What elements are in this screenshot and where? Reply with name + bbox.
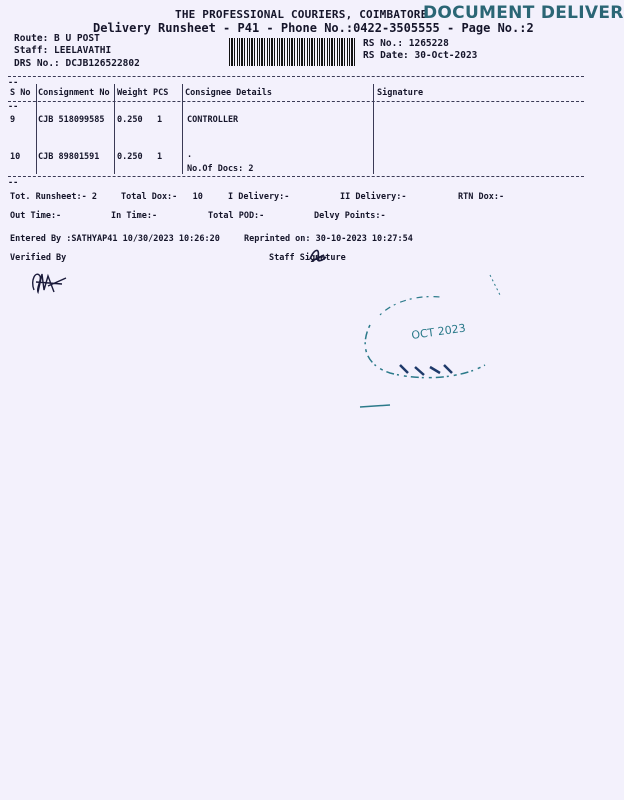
col-pcs: PCS (153, 88, 169, 98)
col-sno: S No (10, 88, 31, 98)
barcode (229, 38, 355, 66)
row-pcs: 1 (157, 152, 163, 162)
verified-by: Verified By (10, 253, 67, 263)
col-consignee: Consignee Details (185, 88, 272, 98)
rtn-dox: RTN Dox:- (458, 192, 505, 202)
row-sno: 9 (10, 115, 16, 125)
row-consignment: CJB 518099585 (38, 115, 105, 125)
rule-fragment: -- (8, 102, 19, 112)
out-time: Out Time:- (10, 211, 62, 221)
col-divider (36, 84, 37, 174)
table-bottom-rule (8, 176, 584, 177)
total-pod: Total POD:- (208, 211, 265, 221)
rule-fragment: -- (8, 178, 19, 188)
drs-number: DRS No.: DCJB126522802 (14, 58, 140, 69)
col-weight: Weight (117, 88, 148, 98)
staff-label: Staff: LEELAVATHI (14, 45, 112, 56)
staff-signature-mark (306, 245, 330, 267)
row-weight: 0.250 (117, 115, 143, 125)
header-rule (8, 101, 584, 102)
rule-fragment: -- (8, 78, 19, 88)
runsheet-title: Delivery Runsheet - P41 - Phone No.:0422-3505555 - Page No.:2 (93, 21, 534, 35)
document-delivery-stamp: DOCUMENT DELIVER (423, 3, 624, 23)
ii-delivery: II Delivery:- (340, 192, 407, 202)
staff-signature: Staff Signature (269, 253, 346, 263)
entered-by: Entered By :SATHYAP41 10/30/2023 10:26:20 (10, 234, 220, 244)
row-consignee: CONTROLLER (187, 115, 239, 125)
tot-runsheet: Tot. Runsheet:- 2 (10, 192, 97, 202)
total-dox: Total Dox:- 10 (121, 192, 203, 202)
date-stamp (340, 255, 520, 415)
row-doc-count: No.Of Docs: 2 (187, 164, 254, 174)
rs-date: RS Date: 30-Oct-2023 (363, 50, 478, 61)
reprinted-on: Reprinted on: 30-10-2023 10:27:54 (244, 234, 413, 244)
route-label: Route: B U POST (14, 33, 100, 44)
col-divider (114, 84, 115, 174)
col-consignment: Consignment No (38, 88, 110, 98)
row-weight: 0.250 (117, 152, 143, 162)
stamp-date: OCT 2023 (410, 321, 467, 342)
col-signature: Signature (377, 88, 424, 98)
rs-number: RS No.: 1265228 (363, 38, 449, 49)
in-time: In Time:- (111, 211, 158, 221)
company-name: THE PROFESSIONAL COURIERS, COIMBATORE (175, 8, 428, 21)
col-divider (373, 84, 374, 174)
row-consignment: CJB 89801591 (38, 152, 100, 162)
table-top-rule (8, 76, 584, 77)
i-delivery: I Delivery:- (228, 192, 290, 202)
delvy-points: Delvy Points:- (314, 211, 386, 221)
verifier-signature (26, 266, 70, 298)
row-consignee: . (187, 150, 193, 160)
row-sno: 10 (10, 152, 21, 162)
row-pcs: 1 (157, 115, 163, 125)
col-divider (182, 84, 183, 174)
